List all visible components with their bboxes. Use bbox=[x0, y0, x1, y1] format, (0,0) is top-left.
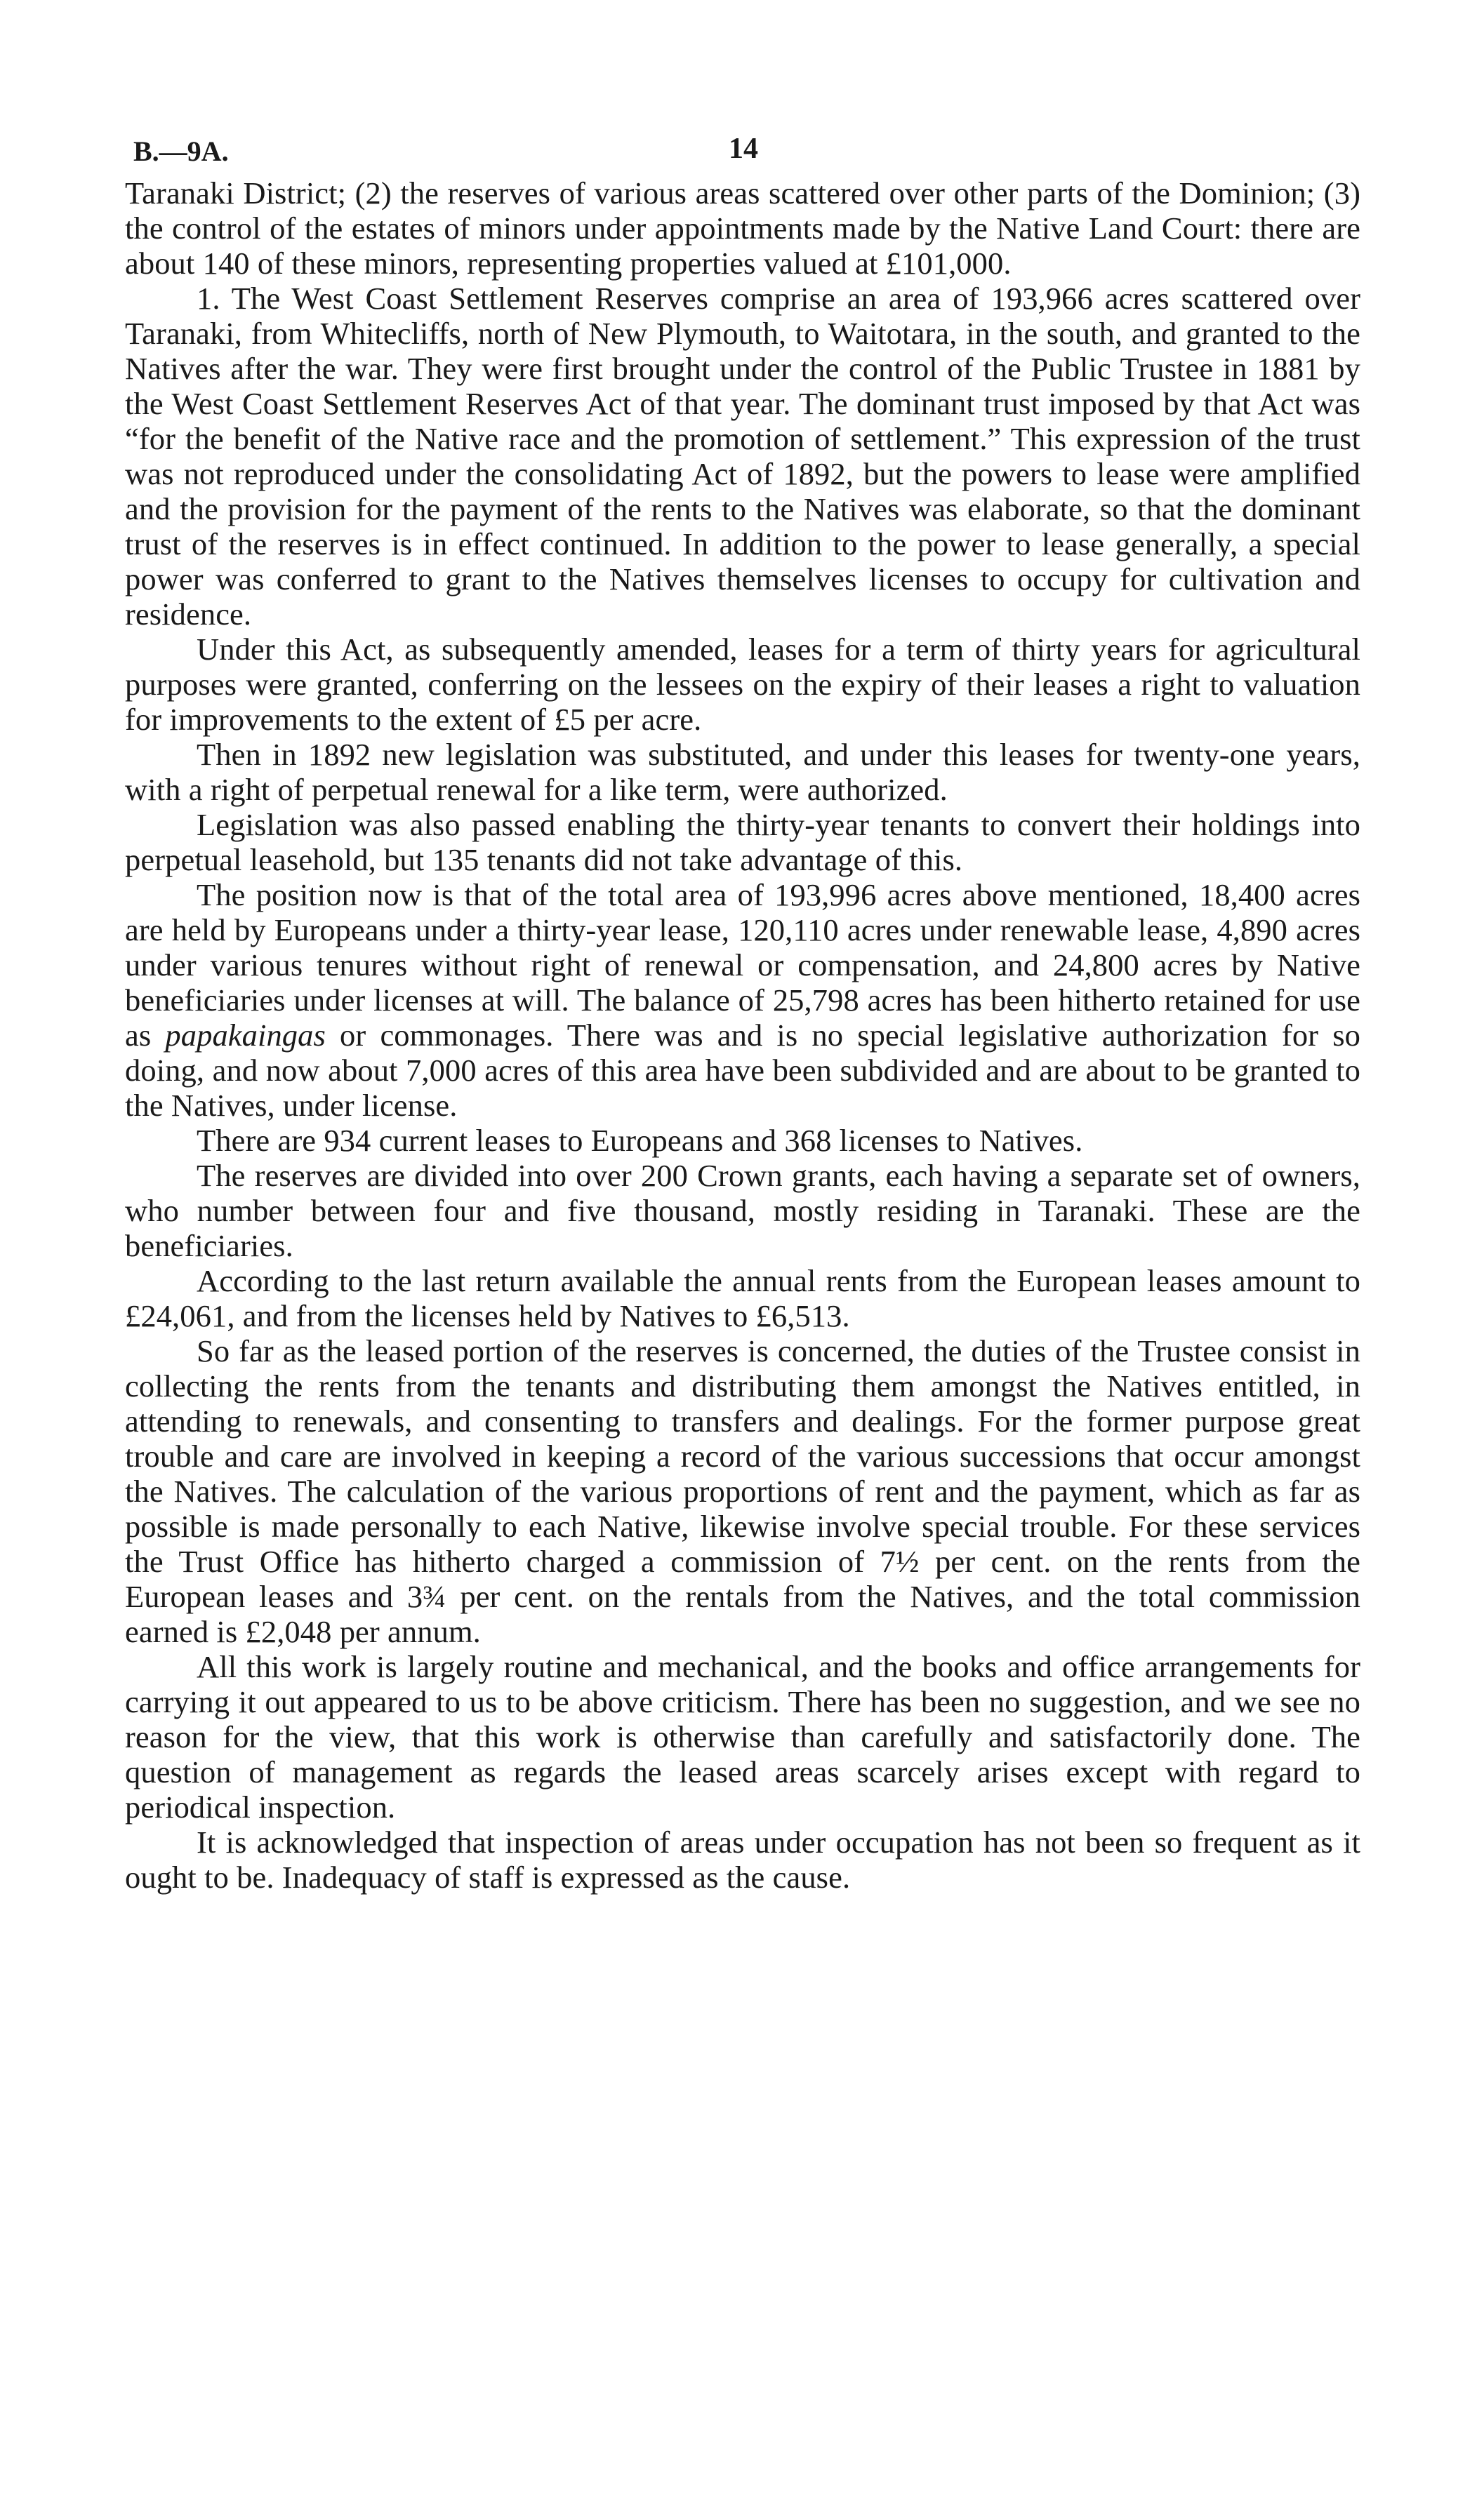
page-header bbox=[125, 119, 1360, 175]
paragraph bbox=[125, 632, 1360, 737]
document-page bbox=[125, 119, 1360, 1895]
paragraph-text: All this work is largely routine and mechanical, and the books and office arrangements for carrying it out appeared to us to be above criticism. There has been no suggestion, and we see no reason for the view, that this work is otherwise than carefully and satisfactorily done. The question of management as regards the leased areas scarcely arises except with regard to periodical inspection. bbox=[125, 1649, 1360, 1825]
paragraph-text: There are 934 current leases to Europeans and 368 licenses to Natives. bbox=[197, 1123, 1083, 1158]
paragraph bbox=[125, 1825, 1360, 1895]
paragraph bbox=[125, 737, 1360, 807]
paragraph bbox=[125, 1123, 1360, 1158]
paragraph bbox=[125, 1158, 1360, 1263]
paragraph bbox=[125, 1263, 1360, 1333]
paragraph-text: According to the last return available the annual rents from the European leases amount to £24,061, and from the licenses held by Natives to £6,513. bbox=[125, 1263, 1360, 1333]
paragraph bbox=[125, 1333, 1360, 1649]
italic-text: papakaingas bbox=[165, 1018, 326, 1053]
paragraph bbox=[125, 281, 1360, 632]
paragraph-text: The reserves are divided into over 200 Crown grants, each having a separate set of owners, who number between four and five thousand, mostly residing in Taranaki. These are the beneficiaries. bbox=[125, 1158, 1360, 1263]
paragraph bbox=[125, 175, 1360, 281]
paragraph-text: Then in 1892 new legislation was substituted, and under this leases for twenty-one years, with a right of perpetual renewal for a like term, were authorized. bbox=[125, 737, 1360, 807]
paragraph-text: or commonages. There was and is no special legislative authorization for so doing, and now about 7,000 acres of this area have been subdivided and are about to be granted to the Natives, under license. bbox=[125, 1018, 1360, 1123]
paragraph-text: 1. The West Coast Settlement Reserves comprise an area of 193,966 acres scattered over Taranaki, from Whitecliffs, north of New Plymouth, to Waitotara, in the south, and granted to the Natives after the war. They were first brought under the control of the Public Trustee in 1881 by the West Coast Settlement Reserves Act of that year. The dominant trust imposed by that Act was “for the benefit of the Native race and the promotion of settlement.” This expression of the trust was not reproduced under the consolidating Act of 1892, but the powers to lease were amplified and the provision for the payment of the rents to the Natives was elaborate, so that the dominant trust of the reserves is in effect continued. In addition to the power to lease generally, a special power was conferred to grant to the Natives themselves licenses to occupy for cultivation and residence. bbox=[125, 281, 1360, 632]
paragraph-text: It is acknowledged that inspection of areas under occupation has not been so frequent as it ought to be. Inadequacy of staff is expressed as the cause. bbox=[125, 1825, 1360, 1895]
paragraph-text: Legislation was also passed enabling the thirty-year tenants to convert their holdings into perpetual leasehold, but 135 tenants did not take advantage of this. bbox=[125, 807, 1360, 877]
page-number: 14 bbox=[729, 133, 758, 165]
body-text bbox=[125, 175, 1360, 1895]
paragraph bbox=[125, 877, 1360, 1123]
document-reference: B.—9A. bbox=[133, 135, 229, 167]
paragraph-text: Taranaki District; (2) the reserves of various areas scattered over other parts of the Dominion; (3) the control of the estates of minors under appointments made by the Native Land Court: there are about 140 of these minors, representing properties valued at £101,000. bbox=[125, 175, 1360, 281]
paragraph-text: The position now is that of the total area of 193,996 acres above mentioned, 18,400 acres are held by Europeans under a thirty-year lease, 120,110 acres under renewable lease, 4,890 acres under various tenures without right of renewal or compensation, and 24,800 acres by Native beneficiaries under licenses at will. The balance of 25,798 acres has been hitherto retained for use as bbox=[125, 877, 1360, 1053]
paragraph-text: Under this Act, as subsequently amended, leases for a term of thirty years for agricultural purposes were granted, conferring on the lessees on the expiry of their leases a right to valuation for improvements to the extent of £5 per acre. bbox=[125, 632, 1360, 737]
paragraph bbox=[125, 1649, 1360, 1825]
paragraph-text: So far as the leased portion of the reserves is concerned, the duties of the Trustee consist in collecting the rents from the tenants and distributing them amongst the Natives entitled, in attending to renewals, and consenting to transfers and dealings. For the former purpose great trouble and care are involved in keeping a record of the various successions that occur amongst the Natives. The calculation of the various proportions of rent and the payment, which as far as possible is made personally to each Native, likewise involve special trouble. For these services the Trust Office has hitherto charged a commission of 7½ per cent. on the rents from the European leases and 3¾ per cent. on the rentals from the Natives, and the total commission earned is £2,048 per annum. bbox=[125, 1333, 1360, 1649]
paragraph bbox=[125, 807, 1360, 877]
